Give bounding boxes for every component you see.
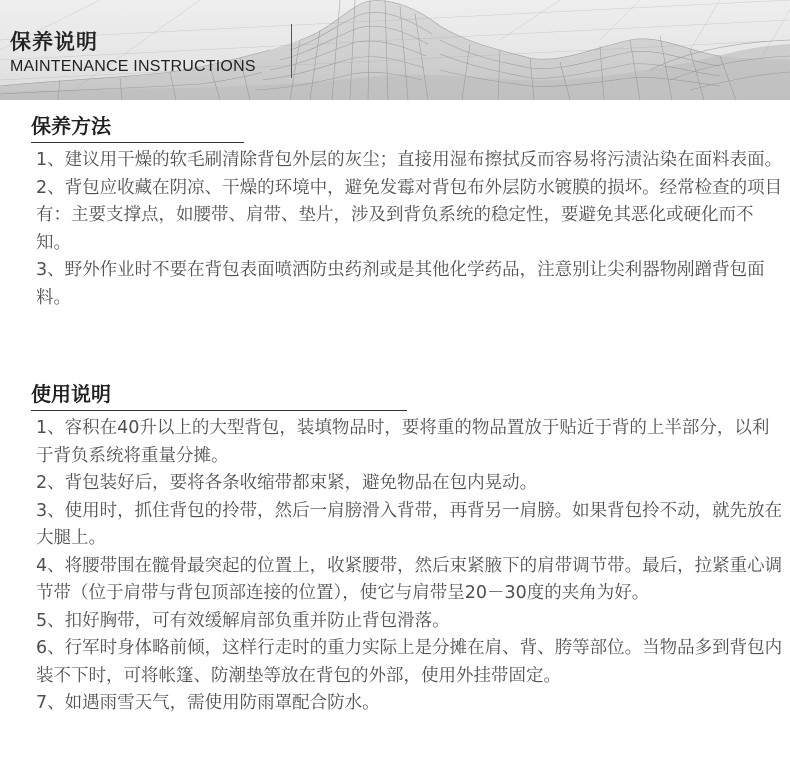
list-item: 5、扣好胸带，可有效缓解肩部负重并防止背包滑落。 xyxy=(36,610,450,631)
maintenance-heading-underline xyxy=(31,142,244,143)
header-title-english: MAINTENANCE INSTRUCTIONS xyxy=(10,58,256,75)
usage-heading-underline xyxy=(31,410,407,411)
maintenance-heading: 保养方法 xyxy=(31,114,111,138)
list-item: 3、使用时，抓住背包的拎带，然后一肩膀滑入背带，再背另一肩膀。如果背包拎不动，就先放在大腿上。 xyxy=(36,500,783,548)
list-item: 6、行军时身体略前倾，这样行走时的重力实际上是分摊在肩、背、胯等部位。当物品多到背包内装不下时，可将帐篷、防潮垫等放在背包的外部，使用外挂带固定。 xyxy=(36,638,783,686)
header-title-chinese: 保养说明 xyxy=(10,30,98,54)
list-item: 3、野外作业时不要在背包表面喷洒防虫药剂或是其他化学药品，注意别让尖利器物剐蹭背包面料。 xyxy=(36,260,765,308)
header-divider xyxy=(291,24,292,78)
list-item: 4、将腰带围在髋骨最突起的位置上，收紧腰带，然后束紧腋下的肩带调节带。最后，拉紧重心调节带（位于肩带与背包顶部连接的位置），使它与肩带呈20－30度的夹角为好。 xyxy=(36,555,783,603)
list-item: 2、背包装好后，要将各条收缩带都束紧，避免物品在包内晃动。 xyxy=(36,473,538,493)
list-item: 2、背包应收藏在阴凉、干燥的环境中，避免发霉对背包布外层防水镀膜的损坏。经常检查的项目有：主要支撑点，如腰带、肩带、垫片，涉及到背负系统的稳定性，要避免其恶化或硬化而不知。 xyxy=(36,177,783,253)
maintenance-section xyxy=(0,110,790,312)
usage-heading: 使用说明 xyxy=(31,382,111,406)
list-item: 1、容积在40升以上的大型背包，装填物品时，要将重的物品置放于贴近于背的上半部分，以利于背负系统将重量分摊。 xyxy=(36,418,770,466)
mountain-wireframe-background xyxy=(0,0,790,100)
usage-section xyxy=(0,378,790,718)
header-banner xyxy=(0,0,790,100)
list-item: 1、建议用干燥的软毛刷清除背包外层的灰尘；直接用湿布擦拭反而容易将污渍沾染在面料表面。 xyxy=(36,150,783,170)
list-item: 7、如遇雨雪天气，需使用防雨罩配合防水。 xyxy=(36,693,380,713)
maintenance-list xyxy=(0,147,786,312)
usage-list xyxy=(0,415,786,718)
